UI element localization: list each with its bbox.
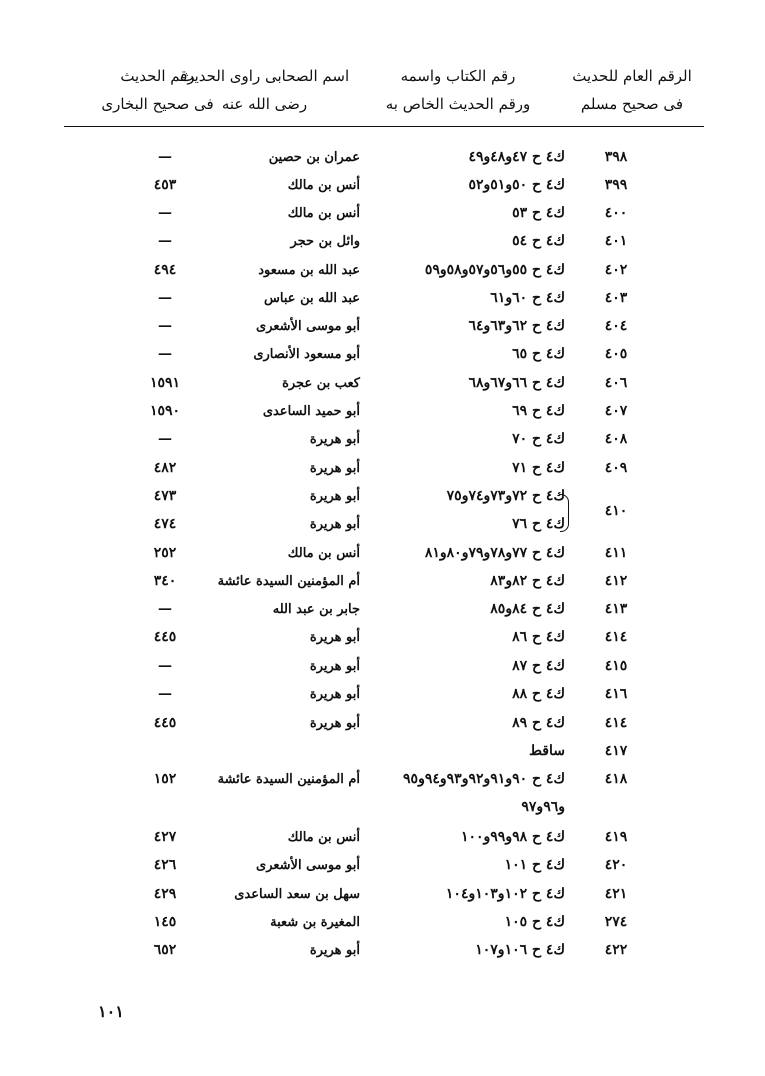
hadith-number: ٤١٤ — [604, 629, 628, 645]
header-book-number — [363, 62, 553, 118]
header-line: الرقم العام للحديث — [572, 67, 692, 85]
hadith-number: ٤٠٦ — [604, 375, 628, 391]
hadith-number: ٤١٥ — [604, 658, 628, 674]
hadith-number: ٤١٩ — [604, 829, 628, 845]
bukhari-number: ٤٤٥ — [153, 629, 177, 645]
book-reference: ك٤ ح ٧٢و٧٣و٧٤و٧٥ — [446, 488, 565, 504]
narrator-name: أبو حميد الساعدى — [262, 404, 360, 419]
hadith-number: ٤١١ — [604, 545, 628, 561]
book-reference: ك٤ ح ٨٢و٨٣ — [490, 573, 565, 589]
header-line: فى صحيح البخارى — [101, 95, 214, 113]
bukhari-number: ٤٥٣ — [153, 177, 177, 193]
table-row — [0, 680, 765, 709]
bukhari-number: ٦٥٢ — [153, 942, 177, 958]
table-row — [0, 312, 765, 341]
table-row — [0, 284, 765, 313]
book-reference: ساقط — [529, 743, 565, 759]
bukhari-number: ١٥٩٠ — [149, 403, 181, 419]
book-reference: ك٤ ح ٥٥و٥٦و٥٧و٥٨و٥٩ — [424, 262, 565, 278]
book-reference: ك٤ ح ٥٤ — [512, 233, 565, 249]
narrator-name: أبو هريرة — [309, 659, 360, 674]
hadith-number: ٤٢٢ — [604, 942, 628, 958]
book-reference: ك٤ ح ٩٨و٩٩و١٠٠ — [460, 829, 565, 845]
hadith-number: ٤٢٠ — [604, 857, 628, 873]
hadith-number: ٢٧٤ — [604, 914, 628, 930]
narrator-name: أبو هريرة — [309, 630, 360, 645]
bukhari-number: ٤٤٥ — [153, 715, 177, 731]
header-line: فى صحيح مسلم — [580, 95, 684, 113]
bukhari-number: — — [158, 346, 172, 362]
narrator-name: أبو موسى الأشعرى — [256, 319, 360, 334]
table-row — [0, 623, 765, 652]
table-row — [0, 369, 765, 398]
hadith-number: ٤٠٣ — [604, 290, 628, 306]
narrator-name: المغيرة بن شعبة — [270, 915, 360, 930]
book-reference: ك٤ ح ٩٠و٩١و٩٢و٩٣و٩٤و٩٥ — [403, 771, 565, 787]
bukhari-number: — — [158, 658, 172, 674]
page-number: ١٠١ — [98, 1002, 124, 1021]
table-row — [0, 482, 765, 511]
book-reference: ك٤ ح ٤٧و٤٨و٤٩ — [468, 149, 565, 165]
hadith-number: ٤١٤ — [604, 715, 628, 731]
hadith-number: ٤٠١ — [604, 233, 628, 249]
table-row — [0, 936, 765, 965]
table-row — [0, 595, 765, 624]
table-row — [0, 737, 765, 766]
narrator-name: عمران بن حصين — [268, 150, 360, 165]
hadith-number: ٤٠٨ — [604, 431, 628, 447]
bukhari-number: ١٤٥ — [153, 914, 177, 930]
book-reference: ك٤ ح ٨٧ — [512, 658, 565, 674]
header-bukhari — [100, 62, 215, 118]
table-row — [0, 908, 765, 937]
book-reference: ك٤ ح ١٠٢و١٠٣و١٠٤ — [445, 886, 565, 902]
book-reference: ك٤ ح ٦٦و٦٧و٦٨ — [468, 375, 565, 391]
bukhari-number: ١٥٢ — [153, 771, 177, 787]
book-reference: ك٤ ح ٧٧و٧٨و٧٩و٨٠و٨١ — [424, 545, 565, 561]
bukhari-number: — — [158, 601, 172, 617]
hadith-number: ٣٩٨ — [604, 149, 628, 165]
hadith-number: ٤٠٩ — [604, 460, 628, 476]
book-reference: ك٤ ح ٥٠و٥١و٥٢ — [468, 177, 565, 193]
bukhari-number: ٤٢٦ — [153, 857, 177, 873]
table-row — [0, 823, 765, 852]
hadith-number: ٤١٨ — [604, 771, 628, 787]
narrator-name: جابر بن عبد الله — [272, 602, 360, 617]
bukhari-number: ٢٥٢ — [153, 545, 177, 561]
book-reference: ك٤ ح ٧٦ — [512, 516, 565, 532]
hadith-number: ٤٠٤ — [604, 318, 628, 334]
book-reference: ك٤ ح ١٠٥ — [504, 914, 565, 930]
bukhari-number: ٤٧٣ — [153, 488, 177, 504]
merged-hadith-number: ٤١٠ — [604, 503, 628, 519]
bukhari-number: ٤٢٧ — [153, 829, 177, 845]
narrator-name: أنس بن مالك — [287, 178, 360, 193]
table-row — [0, 454, 765, 483]
book-reference: ك٤ ح ١٠٦و١٠٧ — [475, 942, 565, 958]
table-row — [0, 510, 765, 539]
book-reference: ك٤ ح ١٠١ — [504, 857, 565, 873]
row-merge-brace — [560, 494, 569, 532]
narrator-name: عبد الله بن مسعود — [258, 263, 360, 278]
book-reference: ك٤ ح ٦٩ — [512, 403, 565, 419]
bukhari-number: ٤٢٩ — [153, 886, 177, 902]
table-row — [0, 851, 765, 880]
table-row — [0, 425, 765, 454]
narrator-name: سهل بن سعد الساعدى — [234, 887, 360, 902]
table-row — [0, 171, 765, 200]
bukhari-number: ١٥٩١ — [149, 375, 181, 391]
narrator-name: أنس بن مالك — [287, 830, 360, 845]
bukhari-number: — — [158, 318, 172, 334]
narrator-name: أم المؤمنين السيدة عائشة — [217, 772, 360, 787]
table-row — [0, 143, 765, 172]
book-reference: ك٤ ح ٥٣ — [512, 205, 565, 221]
bukhari-number: — — [158, 431, 172, 447]
book-reference: ك٤ ح ٧٠ — [512, 431, 565, 447]
bukhari-number: ٤٧٤ — [153, 516, 177, 532]
narrator-name: أبو هريرة — [309, 687, 360, 702]
narrator-name: أنس بن مالك — [287, 546, 360, 561]
hadith-number: ٤٠٧ — [604, 403, 628, 419]
narrator-name: أنس بن مالك — [287, 206, 360, 221]
bukhari-number: — — [158, 149, 172, 165]
header-line: ورقم الحديث الخاص به — [385, 95, 531, 113]
table-row — [0, 199, 765, 228]
hadith-number: ٤١٢ — [604, 573, 628, 589]
table-row — [0, 652, 765, 681]
header-line: رضى الله عنه — [221, 95, 308, 113]
book-reference: ك٤ ح ٧١ — [512, 460, 565, 476]
bukhari-number: ٣٤٠ — [153, 573, 177, 589]
header-rule — [64, 126, 704, 127]
book-reference: و٩٦و٩٧ — [521, 799, 565, 815]
table-row — [0, 765, 765, 794]
hadith-number: ٣٩٩ — [604, 177, 628, 193]
hadith-number: ٤١٧ — [604, 743, 628, 759]
book-reference: ك٤ ح ٨٦ — [512, 629, 565, 645]
bukhari-number: — — [158, 233, 172, 249]
table-row — [0, 539, 765, 568]
hadith-number: ٤٠٢ — [604, 262, 628, 278]
narrator-name: كعب بن عجرة — [282, 376, 360, 391]
table-row — [0, 340, 765, 369]
header-line: اسم الصحابى راوى الحديث — [179, 67, 350, 85]
book-reference: ك٤ ح ٦٠و٦١ — [490, 290, 565, 306]
bukhari-number: ٤٨٢ — [153, 460, 177, 476]
hadith-number: ٤١٣ — [604, 601, 628, 617]
narrator-name: أبو مسعود الأنصارى — [253, 347, 360, 362]
book-reference: ك٤ ح ٨٤و٨٥ — [490, 601, 565, 617]
hadith-number: ٤١٦ — [604, 686, 628, 702]
hadith-number: ٤٠٠ — [604, 205, 628, 221]
header-line: رقم الكتاب واسمه — [400, 67, 516, 85]
narrator-name: وائل بن حجر — [290, 234, 360, 249]
table-row — [0, 709, 765, 738]
narrator-name: أبو هريرة — [309, 489, 360, 504]
narrator-name: أبو هريرة — [309, 943, 360, 958]
table-row — [0, 227, 765, 256]
bukhari-number: — — [158, 205, 172, 221]
hadith-number: ٤٢١ — [604, 886, 628, 902]
header-general-number — [557, 62, 707, 118]
narrator-name: أم المؤمنين السيدة عائشة — [217, 574, 360, 589]
narrator-name: أبو هريرة — [309, 432, 360, 447]
table-row — [0, 397, 765, 426]
narrator-name: أبو هريرة — [309, 461, 360, 476]
book-reference: ك٤ ح ٨٨ — [512, 686, 565, 702]
table-row — [0, 880, 765, 909]
header-line: رقم الحديث — [120, 67, 195, 85]
book-reference: ك٤ ح ٦٢و٦٣و٦٤ — [468, 318, 565, 334]
bukhari-number: — — [158, 686, 172, 702]
table-row — [0, 256, 765, 285]
narrator-name: أبو هريرة — [309, 517, 360, 532]
book-reference: ك٤ ح ٦٥ — [512, 346, 565, 362]
hadith-number: ٤٠٥ — [604, 346, 628, 362]
table-row — [0, 793, 765, 822]
narrator-name: عبد الله بن عباس — [264, 291, 360, 306]
book-reference: ك٤ ح ٨٩ — [512, 715, 565, 731]
bukhari-number: — — [158, 290, 172, 306]
table-row — [0, 567, 765, 596]
narrator-name: أبو هريرة — [309, 716, 360, 731]
narrator-name: أبو موسى الأشعرى — [256, 858, 360, 873]
bukhari-number: ٤٩٤ — [153, 262, 177, 278]
